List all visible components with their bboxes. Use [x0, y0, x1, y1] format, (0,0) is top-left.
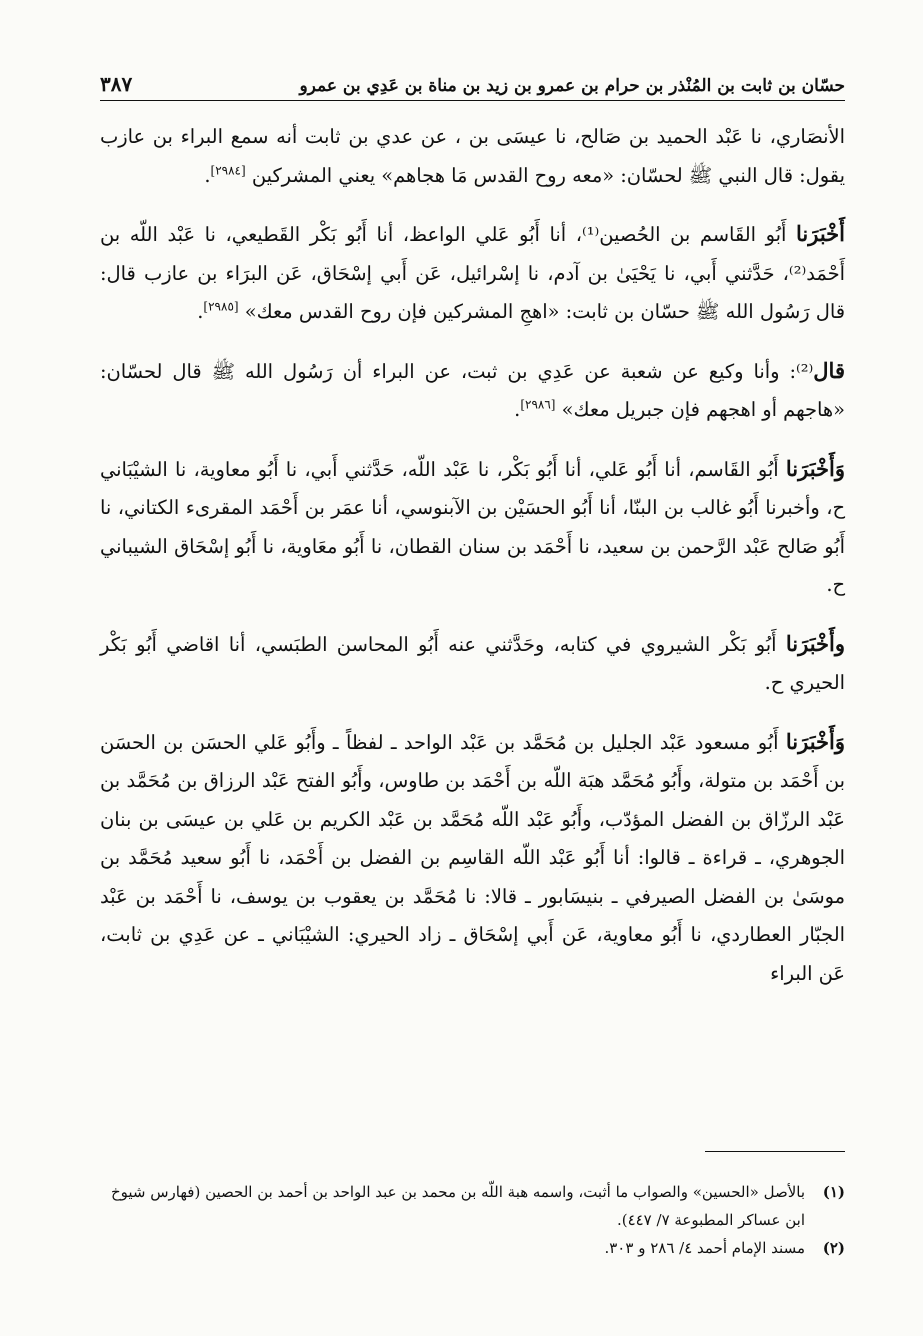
paragraph-text: أَبُو القَاسم بن الحُصين⁽¹⁾، أنا أَبُو عَلي الواعظ، أنا أَبُو بَكْر القَطيعي، نا عَبْد اللّه بن أَحْمَد⁽²⁾، حَدَّثني أَبي، نا يَحْيَىٰ بن آدم، نا إسْرائيل، عَن أَبي إسْحَاق، عَن البرَاء بن عازب قال: قال رَسُول الله ﷺ حسّان بن ثابت: «اهجِ المشركين فإن روح القدس معك»: [100, 223, 845, 323]
paragraph-lead: أَخْبَرَنا: [796, 221, 845, 246]
page-number: ٣٨٧: [100, 72, 133, 96]
main-text: [100, 118, 845, 1005]
hadith-number: [٢٩٨٦]: [520, 397, 556, 412]
paragraph: [100, 450, 845, 605]
footnote-text: مسند الإمام أحمد ٤/ ٢٨٦ و ٣٠٣.: [604, 1239, 805, 1257]
paragraph: أَخْبَرَنا أَبُو القَاسم بن الحُصين⁽¹⁾، أنا أَبُو عَلي الواعظ، أنا أَبُو بَكْر القَطيعي، نا عَبْد اللّه بن أَحْمَد⁽²⁾، حَدَّثني أَبي، نا يَحْيَىٰ بن آدم، نا إسْرائيل، عَن أَبي إسْحَاق، عَن البرَاء بن عازب قال: قال رَسُول الله ﷺ حسّان بن ثابت: «اهجِ المشركين فإن روح القدس معك» [٢٩٨٥].: [100, 221, 845, 323]
paragraph-lead: قال: [813, 357, 845, 383]
paragraph-text: أَبُو القَاسم، أنا أَبُو عَلي، أنا أَبُو بَكْر، نا عَبْد اللّه، حَدَّثني أَبي، نا أَبُو معاوية، نا الشيْبَاني ح، وأخبرنا أَبُو غالب بن البنّا، أنا أَبُو الحسَيْن بن الآبنوسي، أنا عمَر بن أَحْمَد المقرىء الكتاني، نا أَبُو صَالح عَبْد الرَّحمن بن سعيد، نا أَحْمَد بن سنان القطان، نا أَبُو معَاوية، نا أَبُو إسْحَاق الشيباني ح.: [100, 457, 845, 596]
footnote-number: (٢): [822, 1239, 845, 1257]
page-header: [100, 58, 845, 101]
hadith-number: [٢٩٨٤]: [210, 163, 246, 178]
footnote-divider: [705, 1151, 845, 1152]
paragraph-text: الأنصَاري، نا عَبْد الحميد بن صَالح، نا عيسَى بن ، عن عدي بن ثابت أنه سمع البراء بن عازب يقول: قال النبي ﷺ لحسّان: «معه روح القدس مَا هجاهم» يعني المشركين: [100, 125, 845, 187]
footnote-text: بالأصل «الحسين» والصواب ما أثبت، واسمه هبة اللّه بن محمد بن عبد الواحد بن أحمد بن الحصين (فهارس شيوخ ابن عساكر المطبوعة ٧/ ٤٤٧).: [110, 1183, 805, 1229]
footnote: [100, 1234, 845, 1262]
paragraph-text: أَبُو بَكْر الشيروي في كتابه، وحَدَّثني عنه أَبُو المحاسن الطبَسي، أنا اقاضي أَبُو بَكْر الحيري ح.: [100, 632, 845, 694]
paragraph-lead: وَأَخْبَرَنا: [785, 728, 845, 754]
paragraph: الأنصَاري، نا عَبْد الحميد بن صَالح، نا عيسَى بن ، عن عدي بن ثابت أنه سمع البراء بن عازب يقول: قال النبي ﷺ لحسّان: «معه روح القدس مَا هجاهم» يعني المشركين [٢٩٨٤].: [100, 125, 845, 187]
running-title: حسّان بن ثابت بن المُنْذر بن حرام بن عمرو بن زيد بن مناة بن عَدِي بن عمرو: [299, 76, 845, 96]
footnote: [100, 1178, 845, 1234]
paragraph: [100, 625, 845, 703]
paragraph: [100, 723, 845, 994]
footnotes: [100, 1178, 845, 1262]
paragraph-text: ⁽²⁾: وأنا وكيع عن شعبة عن عَدِي بن ثبت، عن البراء أن رَسُول الله ﷺ قال لحسّان: «هاجهم أو اهجهم فإن جبريل معك»: [100, 359, 845, 421]
paragraph: قال⁽²⁾: وأنا وكيع عن شعبة عن عَدِي بن ثبت، عن البراء أن رَسُول الله ﷺ قال لحسّان: «هاجهم أو اهجهم فإن جبريل معك» [٢٩٨٦].: [100, 357, 845, 421]
paragraph-lead: وَأَخْبَرَنا: [785, 455, 845, 481]
hadith-number: [٢٩٨٥]: [203, 299, 239, 314]
footnote-number: (١): [822, 1183, 845, 1201]
paragraph-text: أَبُو مسعود عَبْد الجليل بن مُحَمَّد بن عَبْد الواحد ـ لفظاً ـ وأَبُو عَلي الحسَن بن الحسَن بن أَحْمَد بن متولة، وأَبُو مُحَمَّد هبَة اللّه بن أَحْمَد بن طاوس، وأَبُو الفتح عَبْد الرزاق بن مُحَمَّد بن عَبْد الرزّاق بن الفضل المؤدّب، وأَبُو عَبْد اللّه مُحَمَّد بن عَبْد الكريم بن عَلي بن عيسَى بن بنان الجوهري، ـ قراءة ـ قالوا: أنا أَبُو عَبْد اللّه القاسِم بن الفضل بن أَحْمَد، نا أَبُو سعيد مُحَمَّد بن موسَىٰ بن الفضل الصيرفي ـ بنيسَابور ـ قالا: نا مُحَمَّد بن يعقوب بن يوسف، نا أَحْمَد بن عَبْد الجبّار العطاردي، نا أَبُو معاوية، عَن أَبي إسْحَاق ـ زاد الحيري: الشيْبَاني ـ عن عَدِي بن ثابت، عَن البراء: [100, 730, 845, 985]
paragraph-lead: وأَخْبَرَنا: [785, 630, 845, 656]
